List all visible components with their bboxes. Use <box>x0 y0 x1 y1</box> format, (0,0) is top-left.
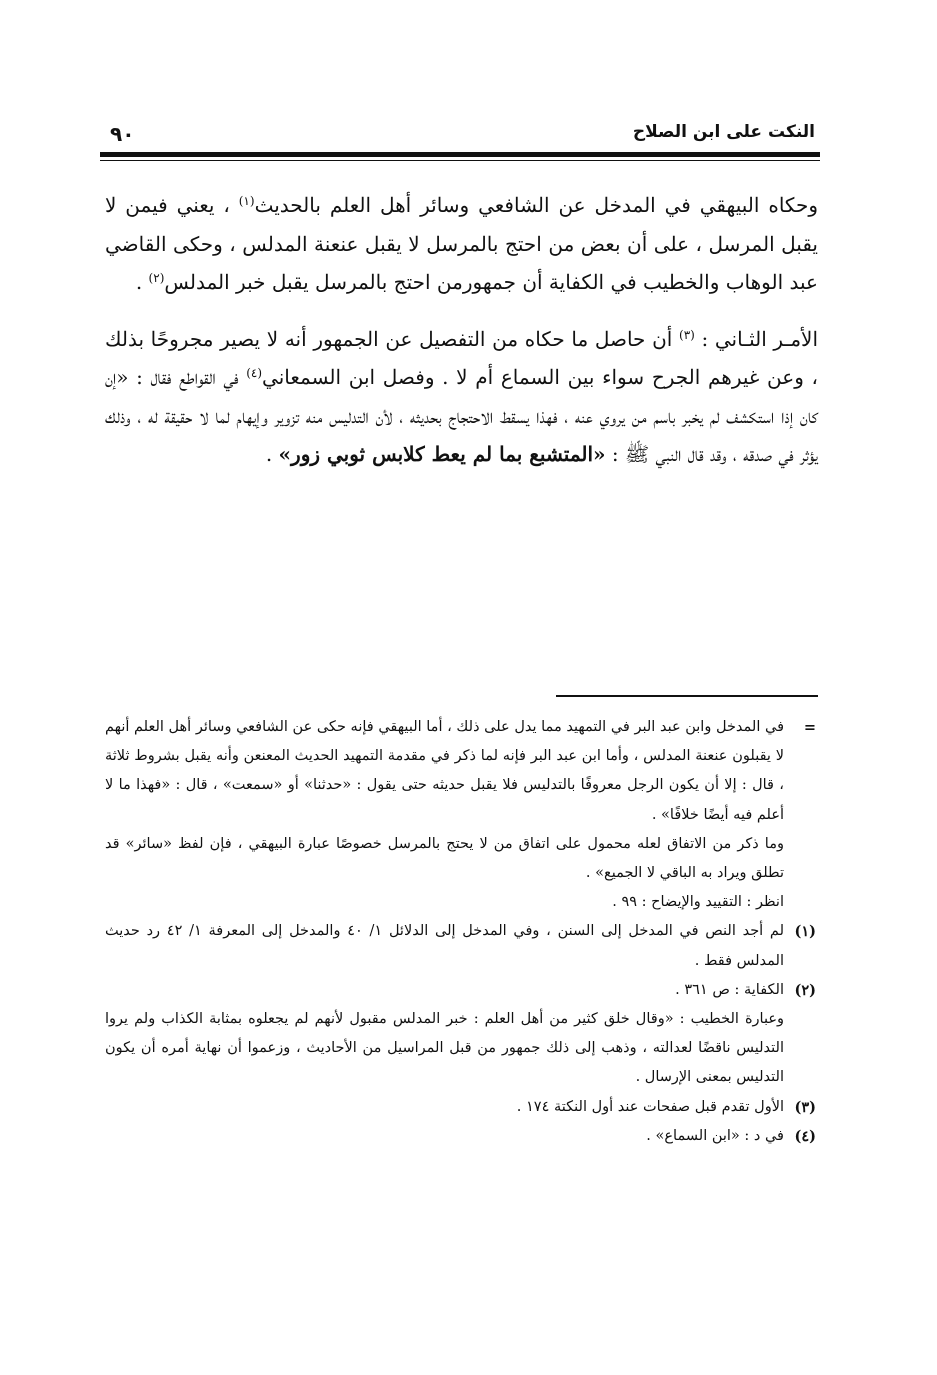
footnote-ref-2: (٢) <box>148 271 165 285</box>
footnote-text: في د : «ابن السماع» . <box>646 1127 784 1144</box>
footnote-2-continuation <box>105 1005 818 1093</box>
footnote-separator <box>556 695 818 697</box>
page-number: ٩٠ <box>110 122 135 146</box>
footnote-text: الكفاية : ص ٣٦١ . <box>675 981 784 998</box>
p1-text-c: . <box>135 270 149 294</box>
footnote-mark: (٢) <box>794 981 816 999</box>
continuation-line: انظر : التقييد والإيضاح : ٩٩ . <box>612 894 784 911</box>
footnote-2 <box>105 976 818 1005</box>
continuation-line: في المدخل وابن عبد البر في التمهيد مما يدل على ذلك ، أما البيهقي فإنه حكى عن الشافعي وسائر أهل العلم أنهم لا يقبلون عنعنة المدلس ، وأما ابن عبد البر فإنه لما ذكر في مقدمة التمهيد الحديث المعنعن وأنه يقبل بشروط ثلاثة ، قال : إلا أن يكون الرجل معروفًا بالتدليس فلا يقبل حديثه حتى يقول : «حدثنا» أو «سمعت» ، قال : «فهذا ما لا أعلم فيه أيضًا خلافًا» . <box>105 719 784 823</box>
p1-text-a: وحكاه البيهقي في المدخل عن الشافعي وسائر أهل العلم بالحديث <box>254 193 818 217</box>
footnote-continuation <box>105 713 818 917</box>
p2-text-c: في القواطع فقال : «إن كان إذا استكشف لم يخبر باسم من يروي عنه ، فهذا يسقط الاحتجاج بحديثه ، لأن التدليس منه تزوير وإيهام لما لا حقيقة له ، وذلك يؤثر في صدقه ، وقد قال النبي ﷺ : <box>105 365 818 466</box>
continuation-mark: = <box>803 719 816 736</box>
hadith-quote: «المتشبع بما لم يعط كلابس ثوبي زور» <box>278 442 606 466</box>
p2-text-d: . <box>265 442 279 466</box>
footnote-ref-4: (٤) <box>246 366 263 380</box>
p1-text-b: ، يعني فيمن لا يقبل المرسل ، على أن بعض من احتج بالمرسل لا يقبل عنعنة المدلس ، وحكى القاضي عبد الوهاب والخطيب في الكفاية أن جمهورمن احتج بالمرسل يقبل خبر المدلس <box>105 193 818 294</box>
header-rule-thin <box>100 160 820 161</box>
footnote-text: الأول تقدم قبل صفحات عند أول النكتة ١٧٤ . <box>516 1098 784 1115</box>
footnote-3 <box>105 1093 818 1122</box>
footnotes <box>105 713 818 1151</box>
p2-text-a: الأمـر الثـاني : <box>694 326 818 351</box>
page-header <box>100 120 820 160</box>
continuation-line: وما ذكر من الاتفاق لعله محمول على اتفاق من لا يحتج بالمرسل خصوصًا عبارة البيهقي ، فإن لفظ «سائر» قد تطلق ويراد به الباقي لا الجميع» . <box>105 835 784 882</box>
footnote-text: لم أجد النص في المدخل إلى السنن ، وفي المدخل إلى الدلائل ١/ ٤٠ والمدخل إلى المعرفة ١/ ٤٢ رد حديث المدلس فقط . <box>105 923 784 969</box>
footnote-1 <box>105 917 818 975</box>
footnote-mark: (٤) <box>794 1127 816 1145</box>
main-text <box>105 186 818 474</box>
footnote-ref-1: (١) <box>238 194 255 208</box>
header-rule-thick <box>100 152 820 157</box>
footnote-text: وعبارة الخطيب : «وقال خلق كثير من أهل العلم : خبر المدلس مقبول لأنهم لم يجعلوه بمثابة الكذاب ولم يروا التدليس ناقضًا لعدالته ، وذهب إلى ذلك جمهور من قبل المراسيل من الأحاديث ، وزعموا أن نهاية أمره أن يكون التدليس بمعنى الإرسال . <box>105 1011 784 1086</box>
footnote-4 <box>105 1122 818 1151</box>
p2-text-b: أن حاصل ما حكاه من التفصيل عن الجمهور أنه لا يصير مجروحًا بذلك ، وعن غيرهم الجرح سواء بين السماع أم لا . وفصل ابن السمعاني <box>105 326 818 389</box>
footnote-mark: (٣) <box>794 1098 816 1116</box>
running-title: النكت على ابن الصلاح <box>632 122 815 142</box>
paragraph-2 <box>105 320 818 474</box>
footnote-mark: (١) <box>794 923 816 941</box>
footnote-ref-3: (٣) <box>679 327 695 342</box>
paragraph-1 <box>105 186 818 302</box>
